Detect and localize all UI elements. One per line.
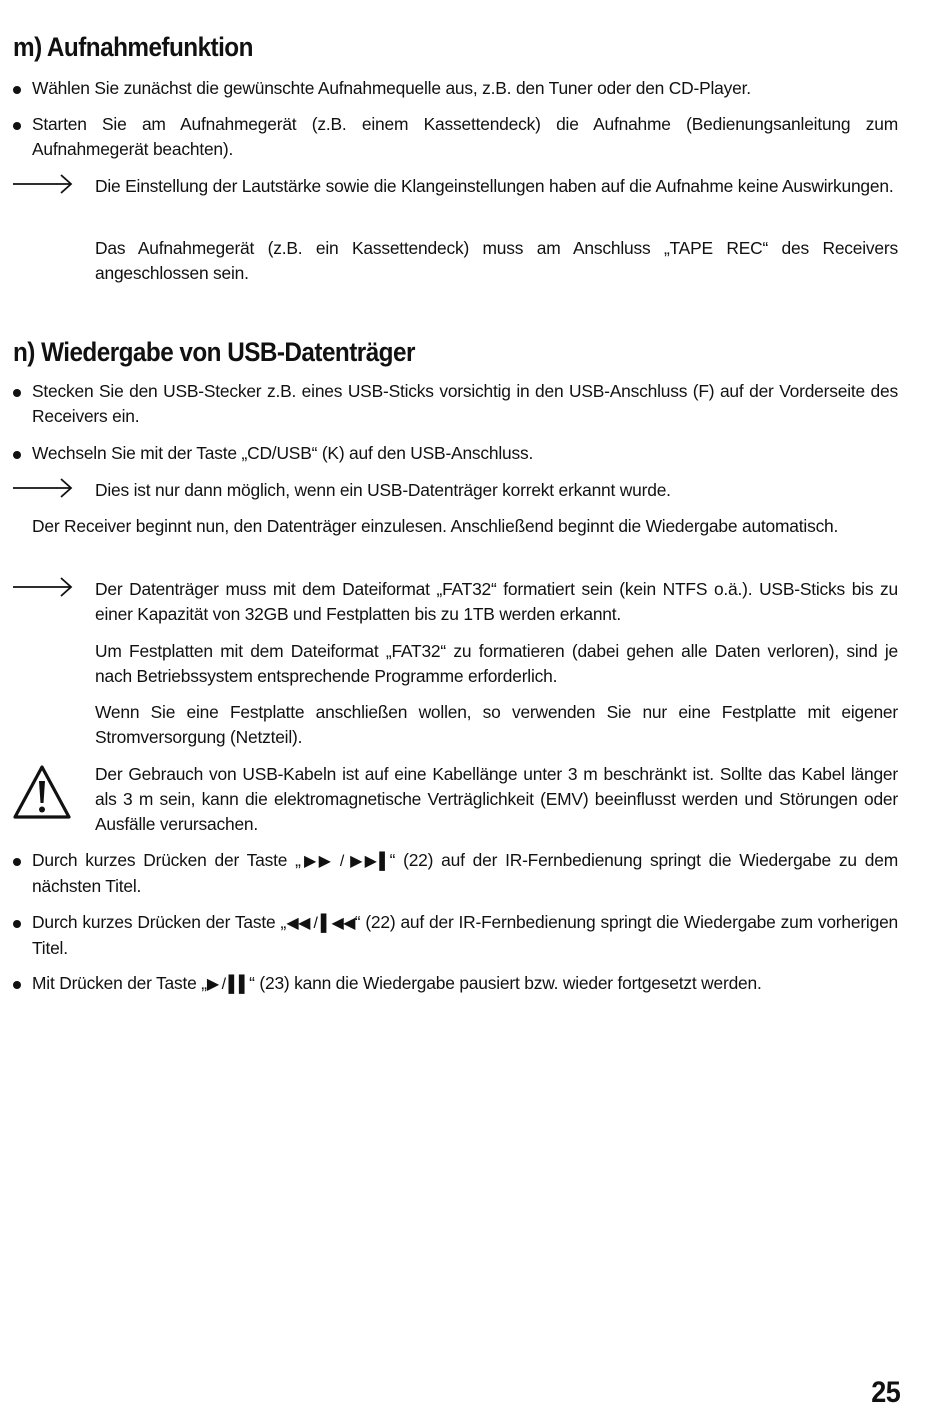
bullet-text: Stecken Sie den USB-Stecker z.B. eines USB-Sticks vorsichtig in den USB-Anschluss (F) auf der Vorderseite des Receivers ein. [32, 381, 898, 426]
paragraph-text: Der Receiver beginnt nun, den Datenträger einzulesen. Anschließend beginnt die Wiedergabe automatisch. [32, 516, 839, 536]
bullet-text: Wählen Sie zunächst die gewünschte Aufnahmequelle aus, z.B. den Tuner oder den CD-Player. [32, 78, 751, 98]
arrow-icon [12, 576, 74, 598]
list-item [32, 379, 898, 429]
warning-triangle-icon [12, 764, 72, 820]
bullet-text: Durch kurzes Drücken der Taste „▶▶ / ▶▶▌“ (22) auf der IR-Fernbedienung springt die Wiedergabe zu dem nächsten Titel. [32, 850, 898, 896]
note-block [95, 478, 898, 503]
list-item [32, 910, 898, 961]
list-item [32, 971, 898, 997]
bullet-text: Durch kurzes Drücken der Taste „◀◀ / ▌◀◀“ (22) auf der IR-Fernbedienung springt die Wiedergabe zum vorherigen Titel. [32, 912, 899, 958]
bullet-text: Mit Drücken der Taste „▶ / ▌▌“ (23) kann die Wiedergabe pausiert bzw. wieder fortgesetzt werden. [32, 973, 762, 993]
bullet-dot [13, 858, 21, 866]
arrow-icon [12, 477, 74, 499]
warning-block [95, 762, 898, 837]
bullet-text: Wechseln Sie mit der Taste „CD/USB“ (K) auf den USB-Anschluss. [32, 443, 534, 463]
note-block [95, 236, 898, 286]
note-text: Das Aufnahmegerät (z.B. ein Kassettendeck) muss am Anschluss „TAPE REC“ des Receivers angeschlossen sein. [95, 238, 898, 283]
list-item [32, 441, 898, 466]
skip-forward-symbol: ▶▶ / ▶▶▌ [300, 853, 390, 870]
note-text: Die Einstellung der Lautstärke sowie die Klangeinstellungen haben auf die Aufnahme keine Auswirkungen. [95, 176, 894, 196]
arrow-icon [12, 173, 74, 195]
section-heading-m: m) Aufnahmefunktion [13, 32, 253, 62]
note-text: Wenn Sie eine Festplatte anschließen wollen, so verwenden Sie nur eine Festplatte mit eigener Stromversorgung (Netzteil). [95, 702, 898, 747]
list-item [32, 76, 898, 101]
note-text: Dies ist nur dann möglich, wenn ein USB-Datenträger korrekt erkannt wurde. [95, 480, 671, 500]
page-number: 25 [870, 1376, 900, 1409]
note-text: Um Festplatten mit dem Dateiformat „FAT32“ zu formatieren (dabei gehen alle Daten verloren), sind je nach Betriebssystem entsprechende Programme erforderlich. [95, 641, 898, 686]
warning-text: Der Gebrauch von USB-Kabeln ist auf eine Kabellänge unter 3 m beschränkt ist. Sollte das Kabel länger als 3 m sein, kann die elektromagnetische Verträglichkeit (EMV) beeinflusst werden und Störungen oder Ausfälle verursachen. [95, 764, 898, 834]
note-block [95, 639, 898, 689]
bullet-text: Starten Sie am Aufnahmegerät (z.B. einem Kassettendeck) die Aufnahme (Bedienungsanleitung zum Aufnahmegerät beachten). [32, 114, 898, 159]
note-block [95, 577, 898, 627]
note-block [95, 700, 898, 750]
note-block [95, 174, 898, 199]
play-pause-symbol: ▶ / ▌▌ [206, 976, 250, 993]
skip-back-symbol: ◀◀ / ▌◀◀ [286, 915, 355, 932]
bullet-dot [13, 920, 21, 928]
list-item [32, 848, 898, 899]
bullet-dot [13, 86, 21, 94]
section-heading-n: n) Wiedergabe von USB-Datenträger [13, 337, 415, 367]
bullet-dot [13, 389, 21, 397]
bullet-dot [13, 122, 21, 130]
bullet-dot [13, 451, 21, 459]
bullet-dot [13, 981, 21, 989]
list-item [32, 112, 898, 162]
paragraph [32, 514, 898, 539]
note-text: Der Datenträger muss mit dem Dateiformat „FAT32“ formatiert sein (kein NTFS o.ä.). USB-Sticks bis zu einer Kapazität von 32GB und Festplatten bis zu 1TB werden erkannt. [95, 579, 898, 624]
